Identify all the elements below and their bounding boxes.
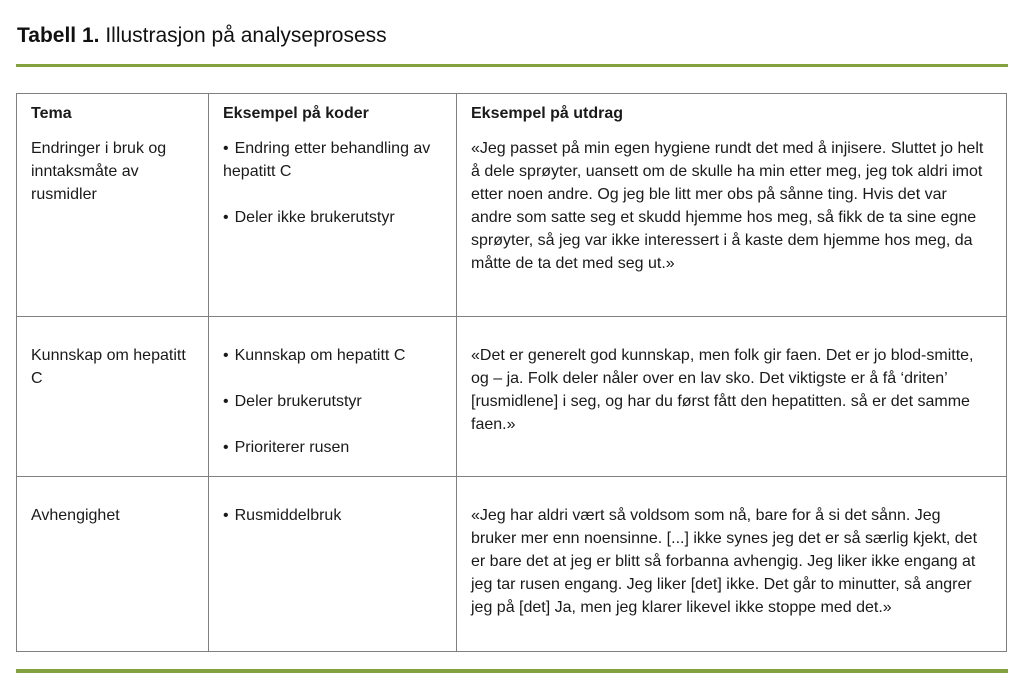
column-header-koder: Eksempel på koder [223, 105, 369, 122]
quote-text: «Jeg har aldri vært så voldsom som nå, bare for å si det sånn. Jeg bruker mer enn noensinne. [...] ikke synes jeg det er så særlig kjekt, det er bare det at jeg er blitt så forbanna avhengig. Jeg liker ikke engang at jeg tar rusen engang. Jeg liker [det] ikke. Det går to minutter, så angrer jeg på [det] Ja, men jeg klarer likevel ikke stoppe med det.» [471, 507, 978, 616]
bullet-icon: • [223, 439, 229, 456]
code-bullet-item [223, 344, 440, 367]
code-bullet-item [223, 137, 440, 183]
tema-text: Avhengighet [31, 507, 120, 524]
table-caption [17, 22, 1008, 50]
table-cell-utdrag [457, 316, 1006, 476]
table-cell-utdrag [457, 476, 1006, 651]
bottom-accent-rule [16, 669, 1008, 673]
table-cell-koder [209, 94, 457, 316]
bullet-icon: • [223, 140, 229, 157]
code-text: Rusmiddelbruk [234, 507, 342, 524]
tema-text: Endringer i bruk og inntaksmåte av rusmidler [31, 140, 167, 203]
analysis-table [16, 93, 1007, 652]
tema-text: Kunnskap om hepatitt C [31, 347, 186, 387]
table-cell-koder [209, 476, 457, 651]
bullet-icon: • [223, 393, 229, 410]
table-caption-text: Illustrasjon på analyseprosess [99, 24, 387, 47]
code-text: Endring etter behandling av hepatitt C [223, 140, 431, 180]
table-cell-utdrag [457, 94, 1006, 316]
code-bullet-item [223, 206, 440, 229]
bullet-icon: • [223, 507, 229, 524]
code-bullet-item [223, 390, 440, 413]
code-text: Kunnskap om hepatitt C [234, 347, 406, 364]
table-cell-tema [17, 316, 209, 476]
code-bullet-item [223, 436, 440, 459]
top-accent-rule [16, 64, 1008, 67]
code-text: Deler ikke brukerutstyr [234, 209, 395, 226]
column-header-utdrag: Eksempel på utdrag [471, 105, 624, 122]
code-text: Prioriterer rusen [234, 439, 350, 456]
table-caption-label: Tabell 1. [17, 24, 100, 47]
bullet-icon: • [223, 347, 229, 364]
code-text: Deler brukerutstyr [234, 393, 362, 410]
column-header-tema: Tema [31, 105, 72, 122]
code-bullet-item [223, 504, 440, 527]
table-cell-tema [17, 94, 209, 316]
table-cell-koder [209, 316, 457, 476]
table-cell-tema [17, 476, 209, 651]
quote-text: «Det er generelt god kunnskap, men folk gir faen. Det er jo blod-smitte, og – ja. Folk deler nåler over en lav sko. Det viktigste er å få ‘driten’ [rusmidlene] i seg, og har du først fått den hepatitten. så er det samme faen.» [471, 347, 974, 433]
quote-text: «Jeg passet på min egen hygiene rundt det med å injisere. Sluttet jo helt å dele sprøyter, uansett om de skulle ha min etter meg, jeg tok aldri imot etter noen andre. Og jeg ble litt mer obs på sånne ting. Hvis det var andre som satte seg et skudd hjemme hos meg, så fikk de ta sine egne sprøyter, så jeg var ikke interessert i å kaste dem hjemme hos meg, da måtte de ta det med seg ut.» [471, 140, 984, 272]
bullet-icon: • [223, 209, 229, 226]
